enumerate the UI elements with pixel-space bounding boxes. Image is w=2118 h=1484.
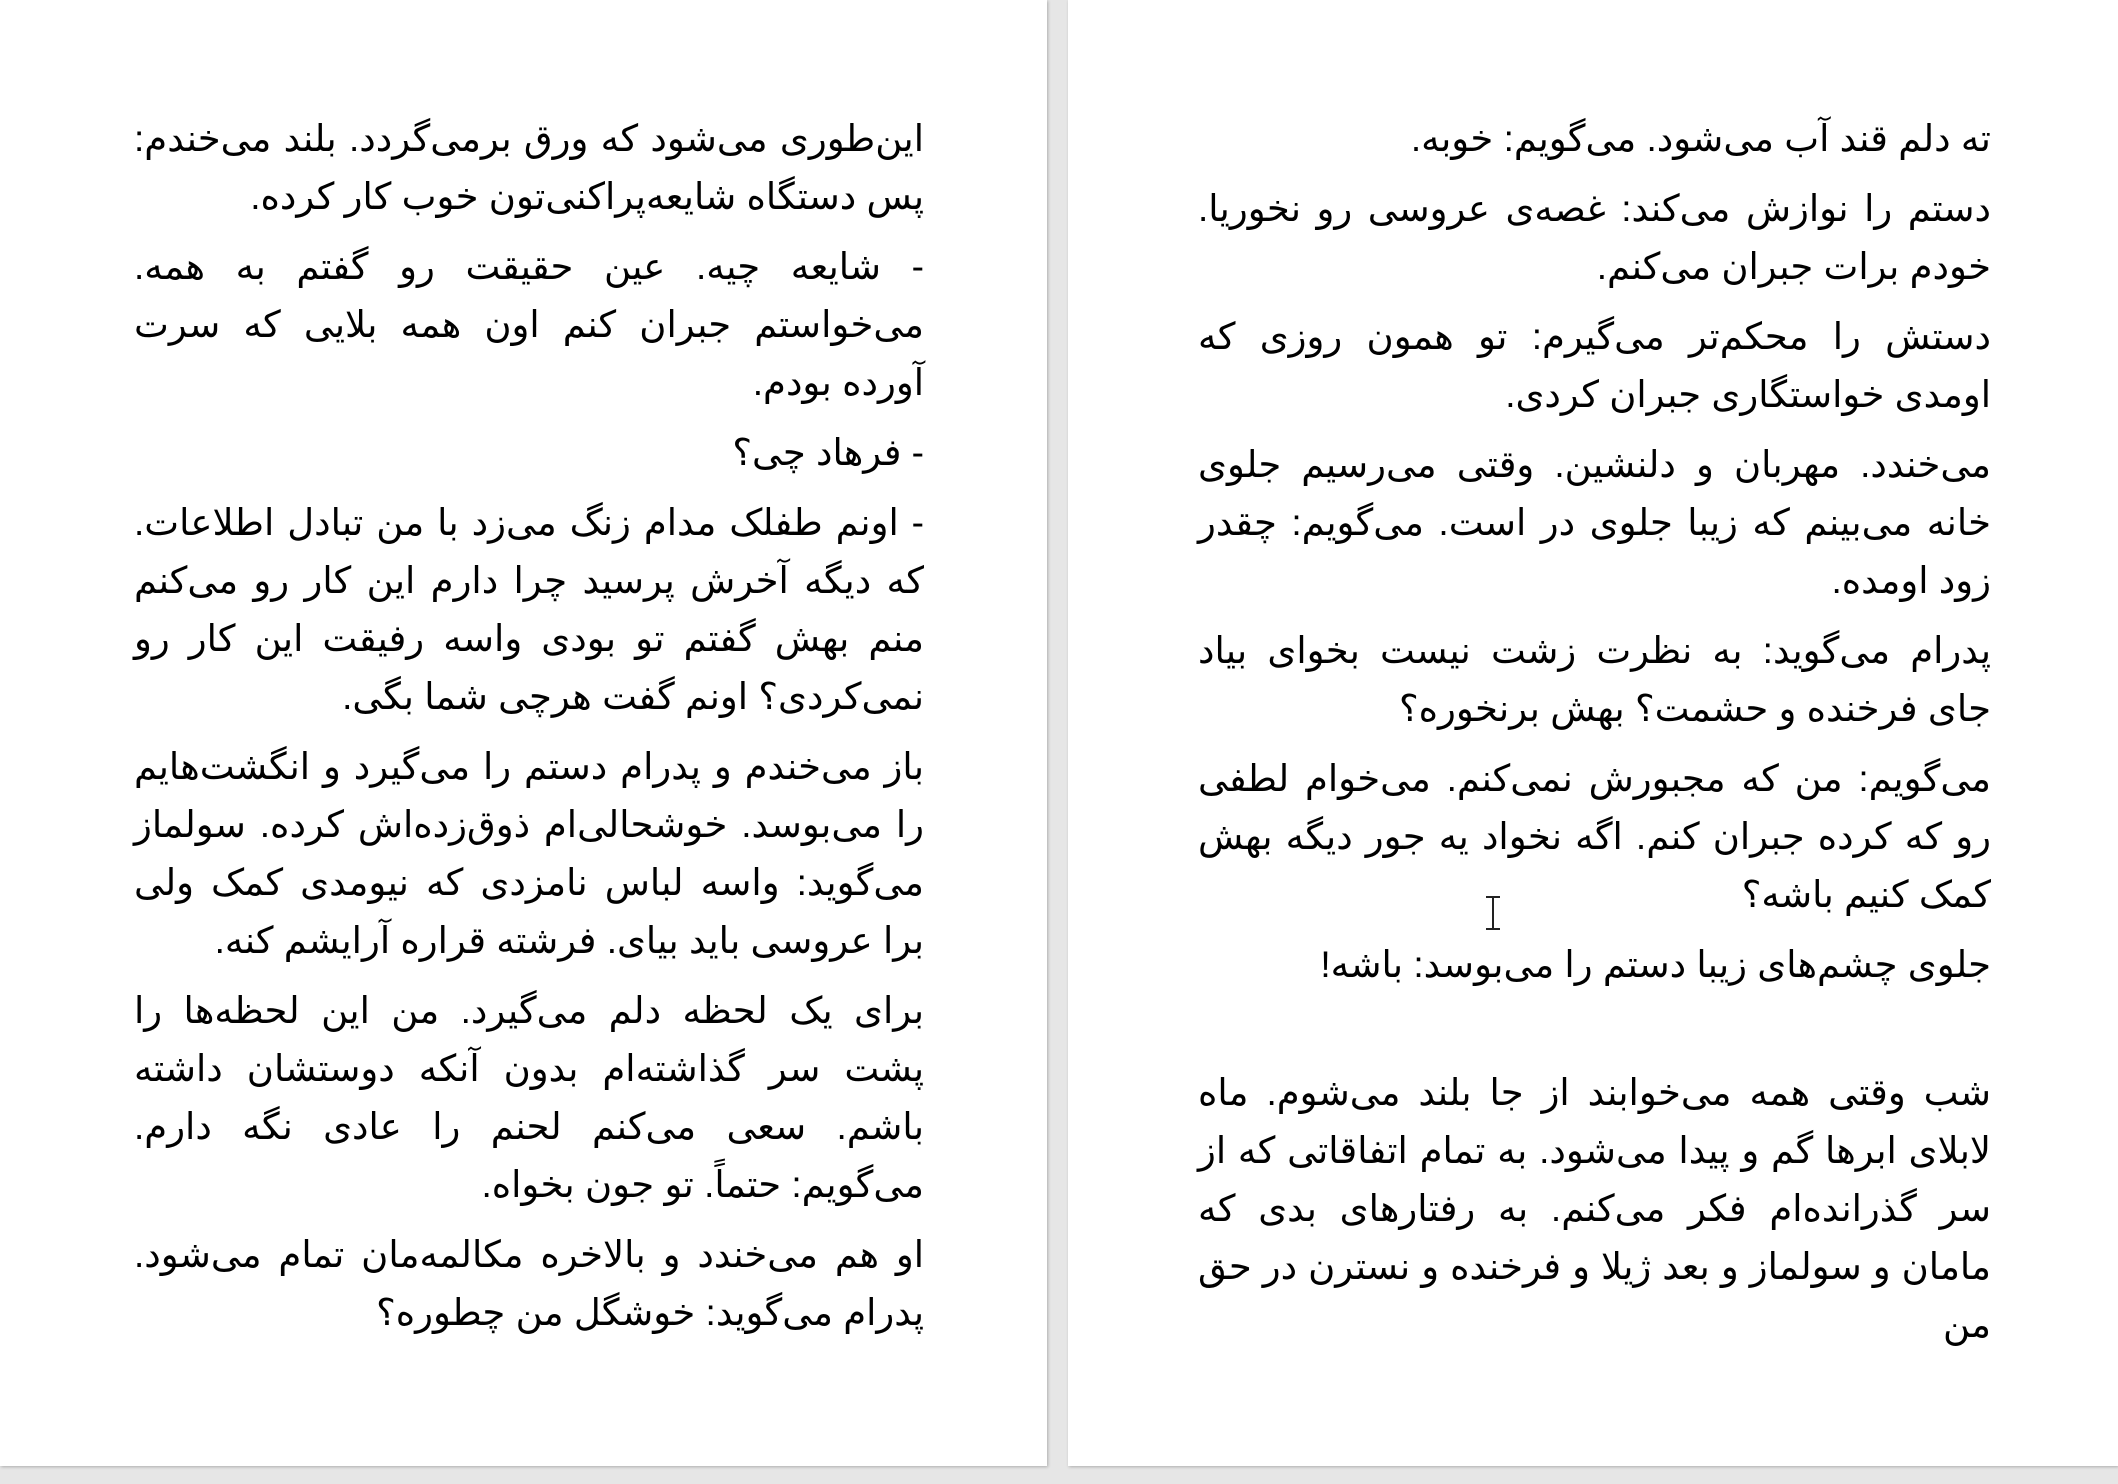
right-page-text: [1198, 110, 1991, 1366]
paragraph: دستم را نوازش می‌کند: غصه‌ی عروسی رو نخوریا. خودم برات جبران می‌کنم.: [1198, 188, 1991, 287]
paragraph: - اونم طفلک مدام زنگ می‌زد با من تبادل اطلاعات. که دیگه آخرش پرسید چرا دارم این کار رو می‌کنم منم بهش گفتم تو بودی واسه رفیقت این کار رو نمی‌کردی؟ اونم گفت هرچی شما بگی.: [134, 502, 924, 717]
paragraph: برای یک لحظه دلم می‌گیرد. من این لحظه‌ها را پشت سر گذاشته‌ام بدون آنکه دوستشان داشته باشم. سعی می‌کنم لحنم را عادی نگه دارم. می‌گویم: حتماً. تو جون بخواه.: [134, 990, 924, 1205]
paragraph: باز می‌خندم و پدرام دستم را می‌گیرد و انگشت‌هایم را می‌بوسد. خوشحالی‌ام ذوق‌زده‌اش کرده. سولماز می‌گوید: واسه لباس نامزدی که نیومدی کمک ولی برا عروسی باید بیای. فرشته قراره آرایشم کنه.: [134, 746, 924, 961]
left-page-text: [134, 110, 924, 1354]
paragraph: - شایعه چیه. عین حقیقت رو گفتم به همه. می‌خواستم جبران کنم اون همه بلایی که سرت آورده بودم.: [134, 246, 924, 403]
paragraph: جلوی چشم‌های زیبا دستم را می‌بوسد: باشه!: [1320, 944, 1991, 985]
paragraph: این‌طوری می‌شود که ورق برمی‌گردد. بلند می‌خندم: پس دستگاه شایعه‌پراکنی‌تون خوب کار کرده.: [134, 118, 924, 217]
paragraph: می‌خندد. مهربان و دلنشین. وقتی می‌رسیم جلوی خانه می‌بینم که زیبا جلوی در است. می‌گویم: چقدر زود اومده.: [1198, 444, 1991, 601]
right-page: [1068, 0, 2118, 1466]
paragraph: می‌گویم: من که مجبورش نمی‌کنم. می‌خوام لطفی رو که کرده جبران کنم. اگه نخواد یه جور دیگه بهش کمک کنیم باشه؟: [1198, 758, 1991, 915]
paragraph: شب وقتی همه می‌خوابند از جا بلند می‌شوم. ماه لابلای ابرها گم و پیدا می‌شود. به تمام اتفاقاتی که از سر گذرانده‌ام فکر می‌کنم. به رفتارهای بدی که مامان و سولماز و بعد ژیلا و فرخنده و نسترن در حق من: [1198, 1072, 1991, 1345]
paragraph: ته دلم قند آب می‌شود. می‌گویم: خوبه.: [1410, 118, 1991, 159]
paragraph: پدرام می‌گوید: به نظرت زشت نیست بخوای بیاد جای فرخنده و حشمت؟ بهش برنخوره؟: [1198, 630, 1991, 729]
left-page: [0, 0, 1047, 1466]
text-cursor-icon: [1483, 896, 1503, 930]
paragraph: دستش را محکم‌تر می‌گیرم: تو همون روزی که اومدی خواستگاری جبران کردی.: [1198, 316, 1991, 415]
paragraph: - فرهاد چی؟: [732, 432, 924, 473]
paragraph: او هم می‌خندد و بالاخره مکالمه‌مان تمام می‌شود. پدرام می‌گوید: خوشگل من چطوره؟: [134, 1234, 924, 1333]
